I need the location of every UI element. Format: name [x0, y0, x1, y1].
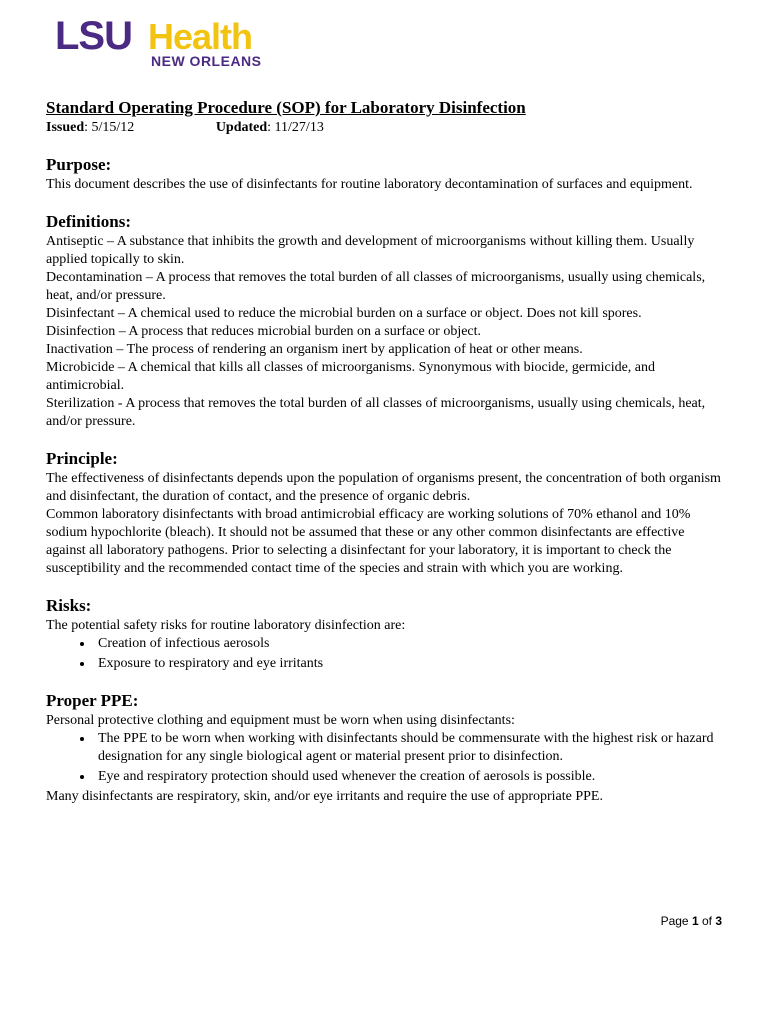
definition-decontamination: Decontamination – A process that removes the total burden of all classes of microorganisms, usually using chemicals, heat, and/or pressure. [46, 270, 706, 303]
of-word: of [698, 914, 716, 928]
logo-lsu-text: LSU [55, 14, 132, 58]
page-current: 1 [691, 914, 699, 928]
logo-location-text: NEW ORLEANS [151, 53, 262, 69]
risk-item: • Exposure to respiratory and eye irritants [94, 655, 726, 673]
principle-paragraph: Common laboratory disinfectants with broad antimicrobial efficacy are working solutions of 70% ethanol and 10% sodium hypochlorite (bleach). It should not be assumed that these or any other common disinfectants are effective against all laboratory pathogens. Prior to selecting a disinfectant for your laboratory, it is important to check the susceptibility and the recommended contact time of the species and strain with which you are working. [46, 507, 691, 576]
definitions-section [46, 212, 726, 431]
purpose-section [46, 155, 726, 194]
risks-intro: The potential safety risks for routine laboratory disinfection are: [46, 618, 406, 633]
document-dates [46, 119, 726, 137]
risks-list [46, 635, 726, 673]
ppe-closing: Many disinfectants are respiratory, skin, and/or eye irritants and require the use of appropriate PPE. [46, 789, 603, 804]
definition-microbicide: Microbicide – A chemical that kills all classes of microorganisms. Synonymous with biocide, germicide, and antimicrobial. [46, 360, 656, 393]
principle-paragraph: The effectiveness of disinfectants depends upon the population of organisms present, the concentration of both organism and disinfectant, the duration of contact, and the presence of organic debris. [46, 471, 721, 504]
definition-inactivation: Inactivation – The process of rendering an organism inert by application of heat or other means. [46, 342, 583, 357]
logo-health-text: Health [148, 16, 253, 57]
updated-date: : 11/27/13 [267, 120, 324, 135]
document-title: Standard Operating Procedure (SOP) for Laboratory Disinfection [46, 98, 526, 117]
page-number [661, 914, 722, 928]
definitions-heading: Definitions: [46, 212, 131, 231]
definition-disinfectant: Disinfectant – A chemical used to reduce the microbial burden on a surface or object. Does not kill spores. [46, 306, 642, 321]
page-total: 3 [715, 914, 722, 928]
issued-date: : 5/15/12 [84, 120, 135, 135]
risks-heading: Risks: [46, 596, 92, 615]
ppe-item: • Eye and respiratory protection should used whenever the creation of aerosols is possible. [94, 768, 726, 786]
issued-label: Issued [46, 120, 85, 135]
definition-sterilization: Sterilization - A process that removes the total burden of all classes of microorganisms, usually using chemicals, heat, and/or pressure. [46, 396, 706, 429]
ppe-item: • The PPE to be worn when working with disinfectants should be commensurate with the highest risk or hazard designation for any single biological agent or material present prior to disinfection. [94, 730, 726, 766]
document-body [46, 97, 726, 806]
ppe-heading: Proper PPE: [46, 691, 139, 710]
risk-item: • Creation of infectious aerosols [94, 635, 726, 653]
principle-section [46, 449, 726, 578]
lsu-health-logo [55, 16, 265, 72]
risks-section [46, 596, 726, 673]
definition-antiseptic: Antiseptic – A substance that inhibits the growth and development of microorganisms without killing them. Usually applied topically to skin. [46, 234, 695, 267]
definition-disinfection: Disinfection – A process that reduces microbial burden on a surface or object. [46, 324, 482, 339]
page-word: Page [660, 914, 692, 928]
ppe-section [46, 691, 726, 806]
updated-label: Updated [215, 120, 268, 135]
purpose-heading: Purpose: [46, 155, 112, 174]
ppe-intro: Personal protective clothing and equipment must be worn when using disinfectants: [46, 713, 515, 728]
principle-heading: Principle: [46, 449, 118, 468]
purpose-text: This document describes the use of disinfectants for routine laboratory decontamination of surfaces and equipment. [46, 177, 693, 192]
ppe-list [46, 730, 726, 786]
